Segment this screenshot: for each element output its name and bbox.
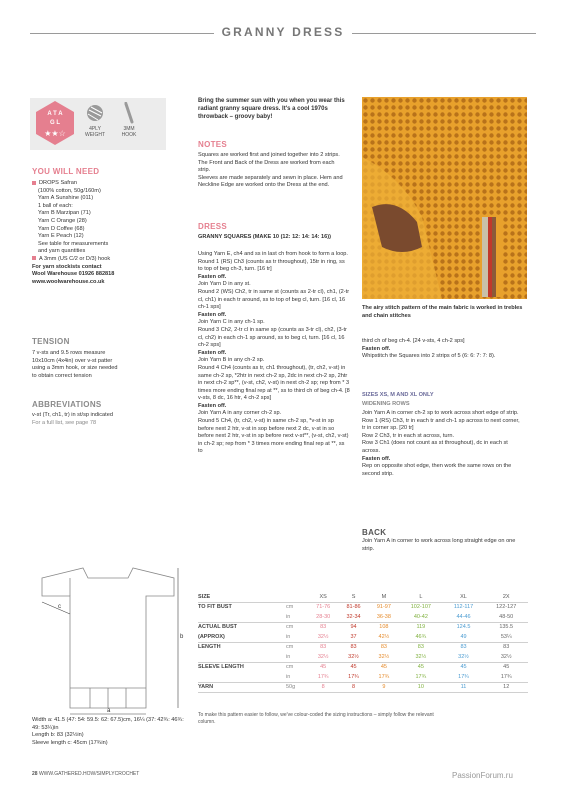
table-row: [198, 652, 528, 662]
instruction-line: Fasten off.: [198, 311, 227, 318]
widening-instructions: [362, 410, 524, 478]
table-cell: 8: [308, 682, 338, 693]
right-instructions: [362, 338, 527, 361]
table-cell: 45: [417, 664, 424, 671]
size-m: M: [369, 592, 399, 602]
page-footer: [32, 771, 139, 777]
materials-line: See table for measurements: [38, 240, 109, 247]
row-unit: in: [286, 632, 308, 642]
table-cell: 83: [350, 644, 357, 651]
table-cell: 45: [350, 664, 357, 671]
row-label: LENGTH: [198, 644, 221, 651]
abbreviation-ref[interactable]: For a full list, see page 78: [32, 419, 97, 426]
table-cell: 17¾: [338, 672, 368, 682]
table-cell: 42½: [369, 632, 399, 642]
table-cell: 32½: [338, 652, 368, 662]
instruction-line: Join Yarn A in any corner ch-2 sp.: [198, 410, 282, 417]
instruction-line: Join Yarn D in any st.: [198, 281, 251, 288]
row-unit: cm: [286, 644, 294, 651]
size-s: S: [338, 592, 368, 602]
instruction-line: Round 2 (WS) Ch2, tr in same st (counts as 2-tr cl), ch1, (2-tr cl, ch1) in each tr around, ss to top of beg cl, turn. [16 cl, 16 ch-1 sps]: [198, 288, 350, 311]
instruction-line: Fasten off.: [198, 349, 227, 356]
row-label: SLEEVE LENGTH: [198, 664, 244, 671]
notes-paragraph: Sleeves are made separately and sewn in place. Hem and Neckline Edge are worked onto the Dress at the end.: [198, 174, 343, 189]
table-cell: 94: [350, 624, 357, 631]
instruction-line: Whipstitch the Squares into 2 strips of 5 (6: 6: 7: 7: 8).: [362, 353, 496, 360]
bullet-icon: [32, 256, 36, 260]
table-cell: 17¾: [308, 672, 338, 682]
instruction-line: Row 1 (RS) Ch3, tr in each tr and ch-1 sp across to next corner, tr in corner sp. [20 tr]: [362, 417, 520, 432]
instruction-line: Round 1 (RS) Ch3 (counts as tr throughout), 15tr in ring, ss to top of beg ch-3, turn. [16 tr]: [198, 258, 345, 273]
table-cell: 124.5: [456, 624, 471, 631]
dress-photo: [362, 97, 527, 299]
table-cell: 83: [320, 624, 327, 631]
size-xs: XS: [308, 592, 338, 602]
table-cell: 48-50: [484, 612, 528, 622]
table-cell: 17¾: [399, 672, 443, 682]
you-will-need-heading: YOU WILL NEED: [32, 167, 100, 176]
table-cell: 45: [380, 664, 387, 671]
notes-text: [198, 152, 348, 190]
table-cell: 83: [320, 644, 327, 651]
granny-squares-heading: GRANNY SQUARES (MAKE 10 (12: 12: 14: 14: 16)): [198, 234, 331, 240]
pattern-instructions: [198, 251, 350, 456]
table-cell: 10: [399, 682, 443, 693]
size-2x: 2X: [484, 592, 528, 602]
table-cell: 32½: [369, 652, 399, 662]
tension-line: to obtain correct tension: [32, 372, 92, 379]
row-label: [198, 612, 286, 622]
abbreviations-text: [32, 412, 172, 427]
bullet-icon: [32, 181, 36, 185]
materials-line: DROPS Safran: [32, 180, 167, 188]
table-row: [198, 612, 528, 622]
sizes-heading: SIZES XS, M AND XL ONLY: [362, 392, 434, 398]
table-cell: 122-127: [496, 604, 517, 611]
table-cell: 83: [380, 644, 387, 651]
table-row: [198, 632, 528, 642]
instruction-line: Join Yarn B in any ch-2 sp.: [198, 357, 265, 364]
row-label: [198, 672, 286, 682]
instruction-line: Join Yarn A in corner ch-2 sp to work across short edge of strip.: [362, 410, 519, 416]
table-cell: 32½: [308, 632, 338, 642]
skill-level-badge: [34, 100, 76, 146]
notes-heading: NOTES: [198, 140, 228, 149]
tension-heading: TENSION: [32, 337, 70, 346]
size-header: SIZE: [198, 592, 286, 602]
measurements-text: [32, 717, 192, 747]
instruction-line: Fasten off.: [362, 455, 391, 462]
materials-line: (100% cotton, 50g/160m): [38, 187, 101, 194]
page-number: 28: [32, 771, 38, 777]
row-label: ACTUAL BUST: [198, 624, 238, 631]
instruction-line: Join Yarn C in any ch-1 sp.: [198, 319, 265, 326]
watermark: PassionForum.ru: [452, 771, 513, 780]
footer-url[interactable]: WWW.GATHERED.HOW/SIMPLYCROCHET: [38, 771, 140, 777]
row-unit: 50g: [286, 682, 308, 693]
photo-caption: The airy stitch pattern of the main fabric is worked in trebles and chain stitches: [362, 305, 523, 319]
back-instructions: Join Yarn A in corner to work across long straight edge on one strip.: [362, 538, 516, 552]
widening-heading: WIDENING ROWS: [362, 401, 410, 407]
row-unit: cm: [286, 604, 294, 611]
table-cell: 45: [503, 664, 510, 671]
length-line: Length b: 83 (32½in): [32, 732, 84, 739]
row-label: TO FIT BUST: [198, 604, 232, 611]
table-cell: 17¾: [484, 672, 528, 682]
instruction-line: Fasten off.: [362, 345, 391, 352]
table-cell: 135.5: [499, 624, 514, 631]
table-row: [198, 672, 528, 682]
table-cell: 32½: [484, 652, 528, 662]
table-cell: 32-34: [338, 612, 368, 622]
table-cell: 102-107: [410, 604, 431, 611]
tension-line: using a 3mm hook, or size needed: [32, 365, 118, 372]
svg-text:A T A: A T A: [47, 111, 63, 117]
svg-text:★★☆: ★★☆: [44, 129, 66, 138]
row-label: YARN: [198, 682, 286, 693]
table-cell: 36-38: [369, 612, 399, 622]
table-cell: 83: [503, 644, 510, 651]
table-cell: 32½: [443, 652, 485, 662]
dress-heading: DRESS: [198, 222, 228, 231]
table-cell: 71-76: [316, 604, 331, 611]
table-cell: 17¾: [443, 672, 485, 682]
row-unit: cm: [286, 624, 294, 631]
table-cell: 83: [417, 644, 424, 651]
hook-label: 3MM HOOK: [121, 126, 137, 138]
instruction-line: Round 3 Ch2, 2-tr cl in same sp (counts as 3-tr cl), ch2, (3-tr cl, ch2) in each ch-1 sp around, ss to beg cl, turn. [16 cl, 16 ch-2 sps]: [198, 326, 347, 349]
table-cell: 83: [460, 644, 467, 651]
table-cell: 37: [338, 632, 368, 642]
table-cell: 119: [416, 624, 426, 631]
table-cell: 17¾: [369, 672, 399, 682]
row-label: (APPROX): [198, 632, 286, 642]
table-row: [198, 682, 528, 693]
instruction-line: third ch of beg ch-4. [24 v-sts, 4 ch-2 sps]: [362, 338, 465, 344]
table-cell: 40-42: [399, 612, 443, 622]
table-cell: 45: [460, 664, 467, 671]
weight-label: 4PLY WEIGHT: [85, 126, 105, 138]
table-cell: 9: [369, 682, 399, 693]
instruction-line: Round 5 Ch4, (tr, ch2, v-st) in same ch-2 sp, *v-st in sp before next 2 htr, v-st in sop before next 2 dc, v-st in so before next 2 htr, v-st in sp before next v-st**, (v-st, ch2, v-st) in ch-2 sp; rep from * 3 times more ending final rep at **, ss to: [198, 418, 349, 455]
materials-line: 1 ball of each:: [38, 202, 73, 209]
table-row: [198, 662, 528, 672]
table-cell: 12: [484, 682, 528, 693]
hook-line: A 3mm (US C/2 or D/3) hook: [32, 256, 167, 264]
unit-header: [286, 592, 308, 602]
table-row: [198, 642, 528, 652]
size-table: [198, 592, 528, 693]
width-line: Width a: 41.5 (47: 54: 59.5: 62: 67.5)cm, 16¼ (37: 42¾: 46¾: 49: 53¼)in: [32, 717, 184, 731]
tension-text: [32, 350, 167, 380]
back-heading: BACK: [362, 528, 387, 537]
dimension-a-label: a: [107, 708, 111, 714]
table-cell: 28-30: [308, 612, 338, 622]
table-cell: 53¼: [484, 632, 528, 642]
tension-line: 7 v-sts and 9.5 rows measure: [32, 350, 106, 356]
stockist-line: For yarn stockists contact: [32, 263, 102, 270]
table-cell: 81-86: [346, 604, 361, 611]
page-title: GRANNY DRESS: [0, 25, 566, 39]
row-unit: cm: [286, 664, 294, 671]
table-cell: 44-46: [443, 612, 485, 622]
abbreviations-heading: ABBREVIATIONS: [32, 400, 102, 409]
instruction-line: Round 4 Ch4 (counts as tr, ch1 throughout), (tr, ch2, v-st) in same ch-2 sp, *2htr in next ch-2 sp, 2dc in next ch-2 sp, 2htr in next ch-2 sp**, (v-st, ch2, v-st) in next ch-2 sp; rep from * 3 times more ending final rep at **, ss to third ch of beg ch-4. [8 v-sts, 8 dc, 16 htr, 4 ch-2 sps]: [198, 364, 350, 402]
materials-line: Yarn E Peach (12): [38, 233, 84, 240]
dimension-c-label: c: [58, 604, 61, 610]
crochet-hook-icon: [122, 102, 136, 124]
materials-list: [32, 180, 167, 286]
materials-line: Yarn D Coffee (68): [38, 225, 85, 232]
table-cell: 49: [443, 632, 485, 642]
table-cell: 32½: [399, 652, 443, 662]
row-unit: in: [286, 612, 308, 622]
yarn-ball-icon: [86, 104, 104, 122]
abbreviation-line: v-st (Tr, ch1, tr) in st/sp indicated: [32, 412, 113, 418]
instruction-line: Rep on opposite shot edge, then work the same rows on the second strip.: [362, 463, 512, 477]
instruction-line: Fasten off.: [198, 273, 227, 280]
size-xl: XL: [443, 592, 485, 602]
notes-paragraph: Squares are worked first and joined together into 2 strips. The Front and Back of the Dress are worked from each strip.: [198, 152, 340, 174]
instruction-line: Row 3 Ch1 (does not count as st throughout), dc in each st across.: [362, 440, 508, 454]
row-unit: in: [286, 672, 308, 682]
instruction-line: Row 2 Ch3, tr in each st across, turn.: [362, 432, 455, 439]
table-cell: 32½: [308, 652, 338, 662]
instruction-line: Fasten off.: [198, 402, 227, 409]
instruction-line: Using Yarn E, ch4 and ss in last ch from hook to form a loop.: [198, 251, 348, 257]
intro-text: Bring the summer sun with you when you wear this radiant granny square dress. It's a cool 1970s throwback – groovy baby!: [198, 98, 345, 121]
table-cell: 112-117: [453, 604, 474, 611]
table-cell: 46¾: [399, 632, 443, 642]
dress-schematic: [28, 558, 188, 718]
size-l: L: [399, 592, 443, 602]
table-row: [198, 622, 528, 632]
stockist-link[interactable]: www.woolwarehouse.co.uk: [32, 278, 105, 285]
svg-text:G L: G L: [50, 120, 60, 126]
table-cell: 8: [338, 682, 368, 693]
materials-line: and yarn quantities: [38, 248, 86, 255]
stockist-line: Wool Warehouse 01926 882818: [32, 271, 115, 278]
row-unit: in: [286, 652, 308, 662]
table-cell: 108: [379, 624, 389, 631]
table-cell: 91-97: [376, 604, 391, 611]
table-cell: 11: [443, 682, 485, 693]
materials-line: Yarn B Marzipan (71): [38, 210, 91, 217]
dimension-b-label: b: [180, 634, 184, 640]
sleeve-line: Sleeve length c: 45cm (17¾in): [32, 739, 108, 746]
row-label: [198, 652, 286, 662]
tension-line: 10x10cm (4x4in) over v-st patter: [32, 357, 113, 364]
materials-line: Yarn C Orange (28): [38, 217, 87, 224]
materials-line: Yarn A Sunshine (011): [38, 195, 94, 202]
table-header-row: [198, 592, 528, 602]
table-note: To make this pattern easier to follow, we've colour-coded the sizing instructions – simply follow the relevant column.: [198, 712, 434, 725]
table-row: [198, 602, 528, 612]
table-cell: 45: [320, 664, 327, 671]
table-body: [198, 602, 528, 693]
